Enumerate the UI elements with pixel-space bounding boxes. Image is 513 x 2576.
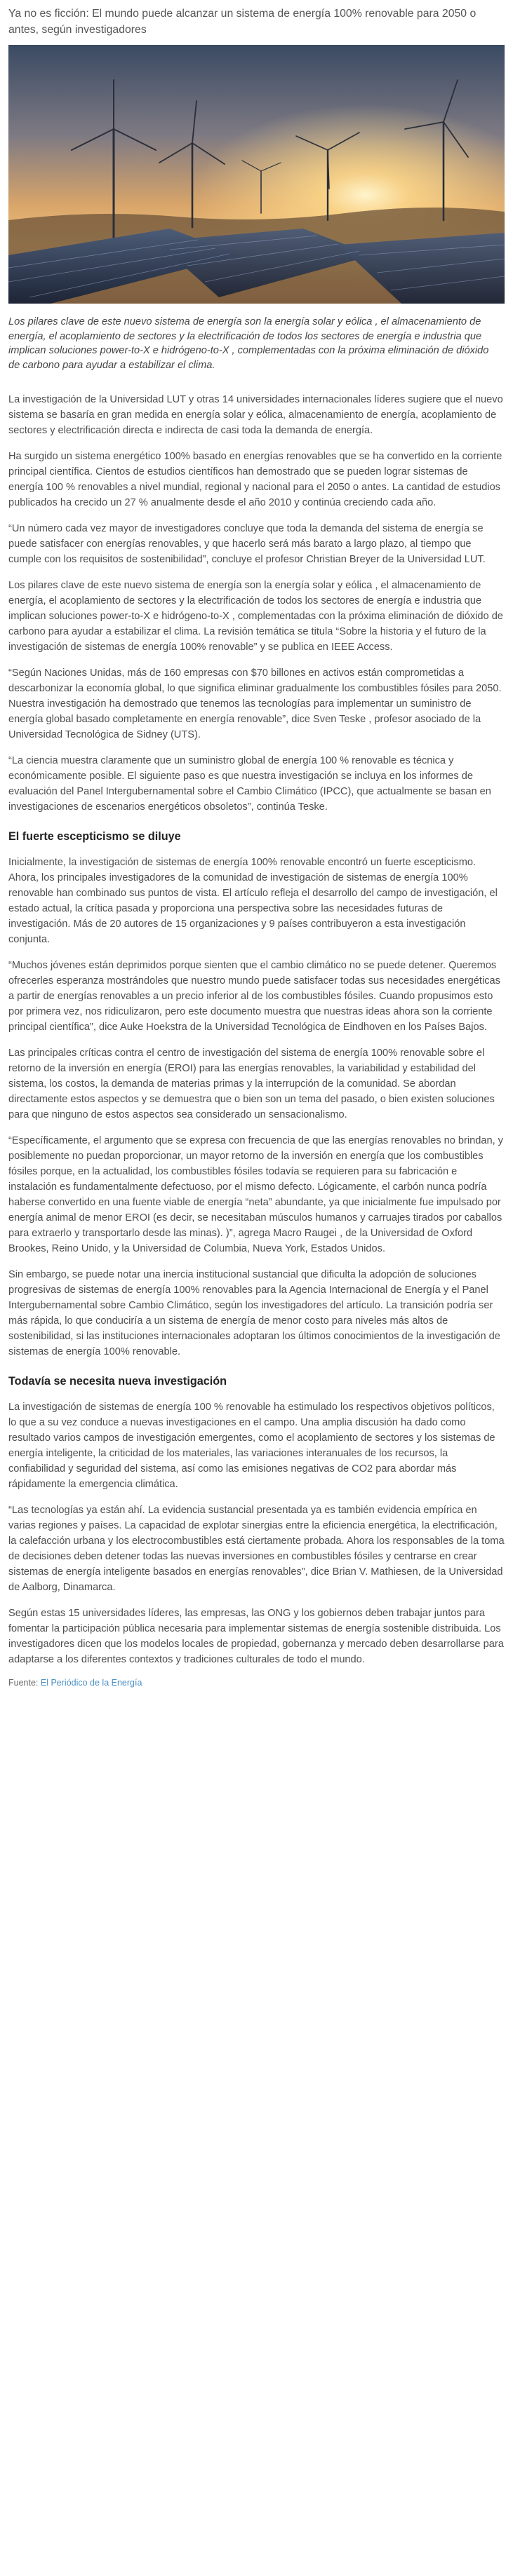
paragraph: “Muchos jóvenes están deprimidos porque sienten que el cambio climático no se puede detener. Queremos ofrecerles esperanza mostrándoles que nuestro mundo puede satisfacer todas sus necesidades energéticas a partir de energías renovables a un precio inferior al de los combustibles fósiles. Cuando propusimos esto por primera vez, nos ridiculizaron, pero este documento muestra que nuestras ideas ahora son la corriente principal científica”, dice Auke Hoekstra de la Universidad Tecnológica de Eindhoven en los Países Bajos. xyxy=(8,960,500,1033)
paragraph: “Las tecnologías ya están ahí. La evidencia sustancial presentada ya es también evidencia empírica en varias regiones y países. La capacidad de explotar sinergias entre la eficiencia energética, la electrificación, la calefacción urbana y los electrocombustibles está ciertamente probada. Ahora los responsables de la toma de decisiones deben detener todas las nuevas inversiones en combustibles fósiles y centrarse en crear sistemas de energía inteligente basados en energías renovables”, dice Brian V. Mathiesen, de la Universidad de Aalborg, Dinamarca. xyxy=(8,1505,505,1593)
paragraph: “Un número cada vez mayor de investigadores concluye que toda la demanda del sistema de energía se puede satisfacer con energías renovables, y que hacerlo será más barato a largo plazo, al tiempo que cumple con los requisitos de sostenibilidad”, concluye el profesor Christian Breyer de la Universidad LUT. xyxy=(8,523,486,565)
source-link[interactable]: El Periódico de la Energía xyxy=(40,1678,142,1688)
paragraph: “Según Naciones Unidas, más de 160 empresas con $70 billones en activos están comprometidas a descarbonizar la economía global, lo que significa eliminar gradualmente los combustibles fósiles para 2050. Nuestra investigación ha demostrado que tenemos las tecnologías para implementar un suministro de energía global basado completamente en energía renovable”, dice Sven Teske , profesor asociado de la Universidad Tecnológica de Sidney (UTS). xyxy=(8,667,502,740)
image-caption: Los pilares clave de este nuevo sistema de energía son la energía solar y eólica , el almacenamiento de energía, el acoplamiento de sectores y la electrificación de todos los sectores de energía e industria que implican soluciones power-to-X e hidrógeno-to-X , complementadas con la próxima eliminación de dióxido de carbono para ayudar a estabilizar el clima. xyxy=(8,316,489,371)
paragraph: Sin embargo, se puede notar una inercia institucional sustancial que dificulta la adopción de soluciones progresivas de sistemas de energía 100% renovables para la Agencia Internacional de Energía y el Panel Intergubernamental sobre Cambio Climático, según los investigadores del artículo. La transición podría ser más rápida, lo que conduciría a un sistema de energía de menor costo para niveles más altos de sostenibilidad, si las instituciones internacionales adoptaran los últimos conocimientos de la investigación de sistemas de energía 100% renovable. xyxy=(8,1269,500,1357)
section-heading: El fuerte escepticismo se diluye xyxy=(8,830,181,843)
paragraph: Inicialmente, la investigación de sistemas de energía 100% renovable encontró un fuerte escepticismo. Ahora, los principales investigadores de la comunidad de investigación de sistemas de energía 100% renovable han combinado sus puntos de vista. El artículo refleja el desarrollo del campo de investigación, el estado actual, la crítica pasada y proporciona una perspectiva sobre las necesidades futuras de investigación. Más de 20 autores de 15 organizaciones y 9 países contribuyeron a esta investigación conjunta. xyxy=(8,857,498,945)
article-title: Ya no es ficción: El mundo puede alcanzar un sistema de energía 100% renovable para 2050 o antes, según investigadores xyxy=(8,8,477,36)
source-label: Fuente: xyxy=(8,1678,39,1688)
paragraph: Las principales críticas contra el centro de investigación del sistema de energía 100% renovable sobre el retorno de la inversión en energía (EROI) para las energías renovables, la variabilidad y estabilidad del sistema, los costos, la demanda de materias primas y la interrupción de la comunidad. Se abordan directamente estos aspectos y se demuestra que o bien son un tema del pasado, o bien existen soluciones para que ninguno de estos aspectos sea considerado un sensacionalismo. xyxy=(8,1048,495,1120)
paragraph: “La ciencia muestra claramente que un suministro global de energía 100 % renovable es técnica y económicamente posible. El siguiente paso es que nuestra investigación se incluya en los informes de evaluación del Panel Intergubernamental sobre el Cambio Climático (IPCC), que actualmente se basan en investigaciones de escenarios energéticos obsoletos”, continúa Teske. xyxy=(8,755,491,813)
article xyxy=(0,6,513,1688)
paragraph: Según estas 15 universidades líderes, las empresas, las ONG y los gobiernos deben trabajar juntos para fomentar la participación pública necesaria para implementar sistemas de energía sostenible distribuida. Los investigadores dicen que los modelos locales de propiedad, gobernanza y mercado deben desarrollarse para adaptarse a los diferentes contextos y tradiciones culturales de todo el mundo. xyxy=(8,1608,504,1665)
paragraph: La investigación de la Universidad LUT y otras 14 universidades internacionales líderes sugiere que el nuevo sistema se basaría en gran medida en energía solar y eólica, almacenamiento de energía, acoplamiento de sectores y electrificación directa e indirecta de casi toda la demanda de energía. xyxy=(8,394,503,436)
hero-image xyxy=(8,45,505,304)
paragraph: La investigación de sistemas de energía 100 % renovable ha estimulado los respectivos objetivos políticos, lo que a su vez conduce a nuevas investigaciones en el campo. Una amplia discusión ha dado como resultado varios campos de investigación emergentes, como el acoplamiento de sectores y los sistemas de energía inteligente, la criticidad de los materiales, las variaciones interanuales de los recursos, la confiabilidad y seguridad del sistema, así como las emisiones negativas de CO2 para abordar más rápidamente la emergencia climática. xyxy=(8,1402,495,1490)
section-heading: Todavía se necesita nueva investigación xyxy=(8,1375,227,1388)
paragraph: “Específicamente, el argumento que se expresa con frecuencia de que las energías renovables no brindan, y posiblemente no puedan proporcionar, un mayor retorno de la inversión en energía que los combustibles fósiles porque, en la actualidad, los combustibles fósiles todavía se requieren para su fabricación e instalación es fundamentalmente defectuoso, por el mismo defecto. Lógicamente, el carbón nunca podría haberse convertido en una fuente viable de energía “neta” abundante, ya que inicialmente fue impulsado por energía animal de menor EROI (es decir, se necesitaban músculos humanos y carruajes tirados por caballos para extraerlo y transportarlo desde las minas). )”, agrega Macro Raugei , de la Universidad de Oxford Brookes, Reino Unido, y la Universidad de Columbia, Nueva York, Estados Unidos. xyxy=(8,1135,503,1254)
source-line xyxy=(8,1678,505,1688)
paragraph: Los pilares clave de este nuevo sistema de energía son la energía solar y eólica , el almacenamiento de energía, el acoplamiento de sectores y la electrificación de todos los sectores de energía e industria que implican soluciones power-to-X e hidrógeno-to-X , complementadas con la próxima eliminación de dióxido de carbono para ayudar a estabilizar el clima. La revisión temática se titula “Sobre la historia y el futuro de la investigación de sistemas de energía 100% renovable” y se publica en IEEE Access. xyxy=(8,580,503,653)
hero-image-graphic xyxy=(8,45,505,304)
paragraph: Ha surgido un sistema energético 100% basado en energías renovables que se ha convertido en la corriente principal científica. Cientos de estudios científicos han demostrado que se pueden lograr sistemas de energía 100 % renovables a nivel mundial, regional y nacional para el 2050 o antes. La cantidad de estudios publicados ha crecido un 27 % anualmente desde el año 2010 y continúa creciendo cada año. xyxy=(8,451,502,508)
